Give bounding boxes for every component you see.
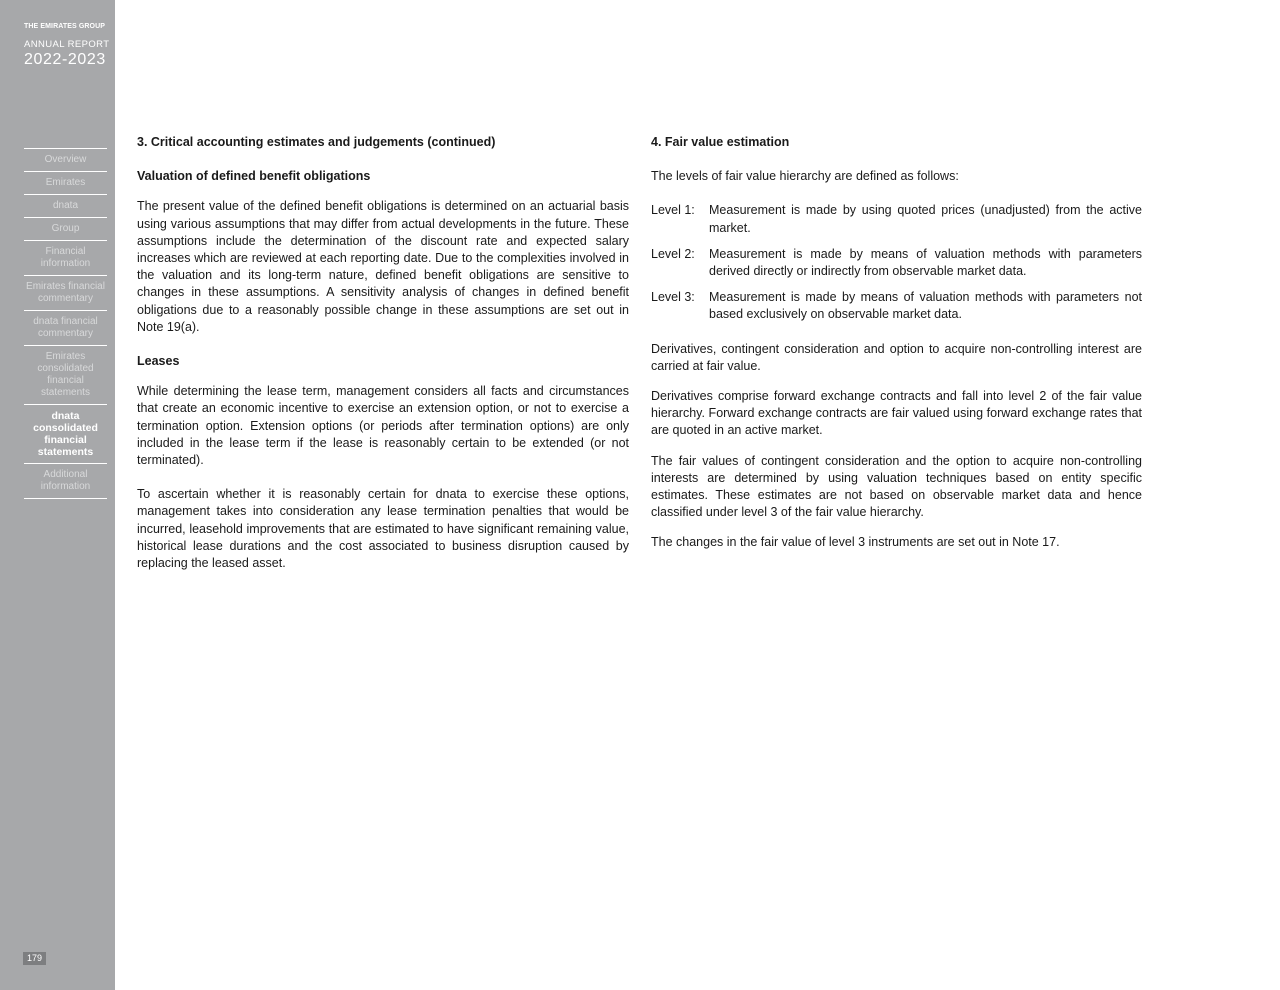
section-heading: 3. Critical accounting estimates and judgements (continued) xyxy=(137,135,496,149)
paragraph: Derivatives, contingent consideration and option to acquire non-controlling interest are carried at fair value. xyxy=(651,341,1142,373)
paragraph: Derivatives comprise forward exchange contracts and fall into level 2 of the fair value hierarchy. Forward exchange contracts are fair valued using forward exchange rates that are quoted in an active market. xyxy=(651,389,1142,438)
nav-item-dnata-financial-commentary[interactable]: dnata financial commentary xyxy=(24,311,107,346)
level-text: Measurement is made by means of valuation methods with parameters not based exclusively on observable market data. xyxy=(709,290,1142,322)
left-column xyxy=(137,134,629,585)
level-text: Measurement is made by means of valuation methods with parameters derived directly or indirectly from observable market data. xyxy=(709,246,1142,279)
nav-item-overview[interactable]: Overview xyxy=(24,149,107,172)
report-brand xyxy=(24,22,109,69)
subheading-defined-benefit: Valuation of defined benefit obligations xyxy=(137,169,371,184)
paragraph: The fair values of contingent consideration and the option to acquire non-controlling interests are determined by using valuation techniques based on entity specific estimates. These estimates are not based on observable market data and hence classified under level 3 of the fair value hierarchy. xyxy=(651,453,1142,520)
group-name: THE EMIRATES GROUP xyxy=(24,23,106,30)
paragraph: To ascertain whether it is reasonably certain for dnata to exercise these options, management takes into consideration any lease termination penalties that would be incurred, leasehold improvements that are estimated to have significant remaining value, historical lease durations and the cost associated to business disruption caused by replacing the leased asset. xyxy=(137,487,629,571)
paragraph: The levels of fair value hierarchy are defined as follows: xyxy=(651,169,959,184)
page-number: 179 xyxy=(23,952,46,965)
nav-item-group[interactable]: Group xyxy=(24,218,107,241)
nav-item-dnata[interactable]: dnata xyxy=(24,195,107,218)
nav-item-emirates[interactable]: Emirates xyxy=(24,172,107,195)
nav-item-emirates-financial-commentary[interactable]: Emirates financial commentary xyxy=(24,276,107,311)
sidebar xyxy=(0,0,115,990)
level-label: Level 2: xyxy=(651,246,695,261)
nav-item-emirates-consolidated-statements[interactable]: Emirates consolidated financial statements xyxy=(24,346,107,405)
nav-item-financial-information[interactable]: Financial information xyxy=(24,241,107,276)
nav-item-dnata-consolidated-statements[interactable]: dnata consolidated financial statements xyxy=(24,405,107,464)
level-row xyxy=(651,202,1142,236)
level-text: Measurement is made by using quoted prices (unadjusted) from the active market. xyxy=(709,203,1142,235)
subheading-leases: Leases xyxy=(137,354,180,369)
section-heading: 4. Fair value estimation xyxy=(651,135,790,149)
nav-item-additional-information[interactable]: Additional information xyxy=(24,464,107,499)
report-year: 2022-2023 xyxy=(24,51,106,68)
level-label: Level 1: xyxy=(651,203,695,218)
paragraph: The changes in the fair value of level 3 instruments are set out in Note 17. xyxy=(651,535,1060,550)
level-row xyxy=(651,289,1142,323)
right-column xyxy=(651,134,1142,565)
section-nav xyxy=(24,148,107,499)
paragraph: While determining the lease term, management considers all facts and circumstances that create an economic incentive to exercise an extension option, or not to exercise a termination option. Extension options (or periods after termination options) are only included in the lease term if the lease is reasonably certain to be extended (or not terminated). xyxy=(137,384,629,468)
report-label: ANNUAL REPORT xyxy=(24,39,110,50)
level-row xyxy=(651,246,1142,280)
level-label: Level 3: xyxy=(651,290,695,305)
paragraph: The present value of the defined benefit obligations is determined on an actuarial basis using various assumptions that may differ from actual developments in the future. These assumptions include the determination of the discount rate and expected salary increases which are reviewed at each reporting date. Due to the complexities involved in the valuation and its long-term nature, defined benefit obligations are sensitive to changes in these assumptions. A sensitivity analysis of changes in defined benefit obligations due to a reasonably possible change in these assumptions are set out in Note 19(a). xyxy=(137,199,629,334)
